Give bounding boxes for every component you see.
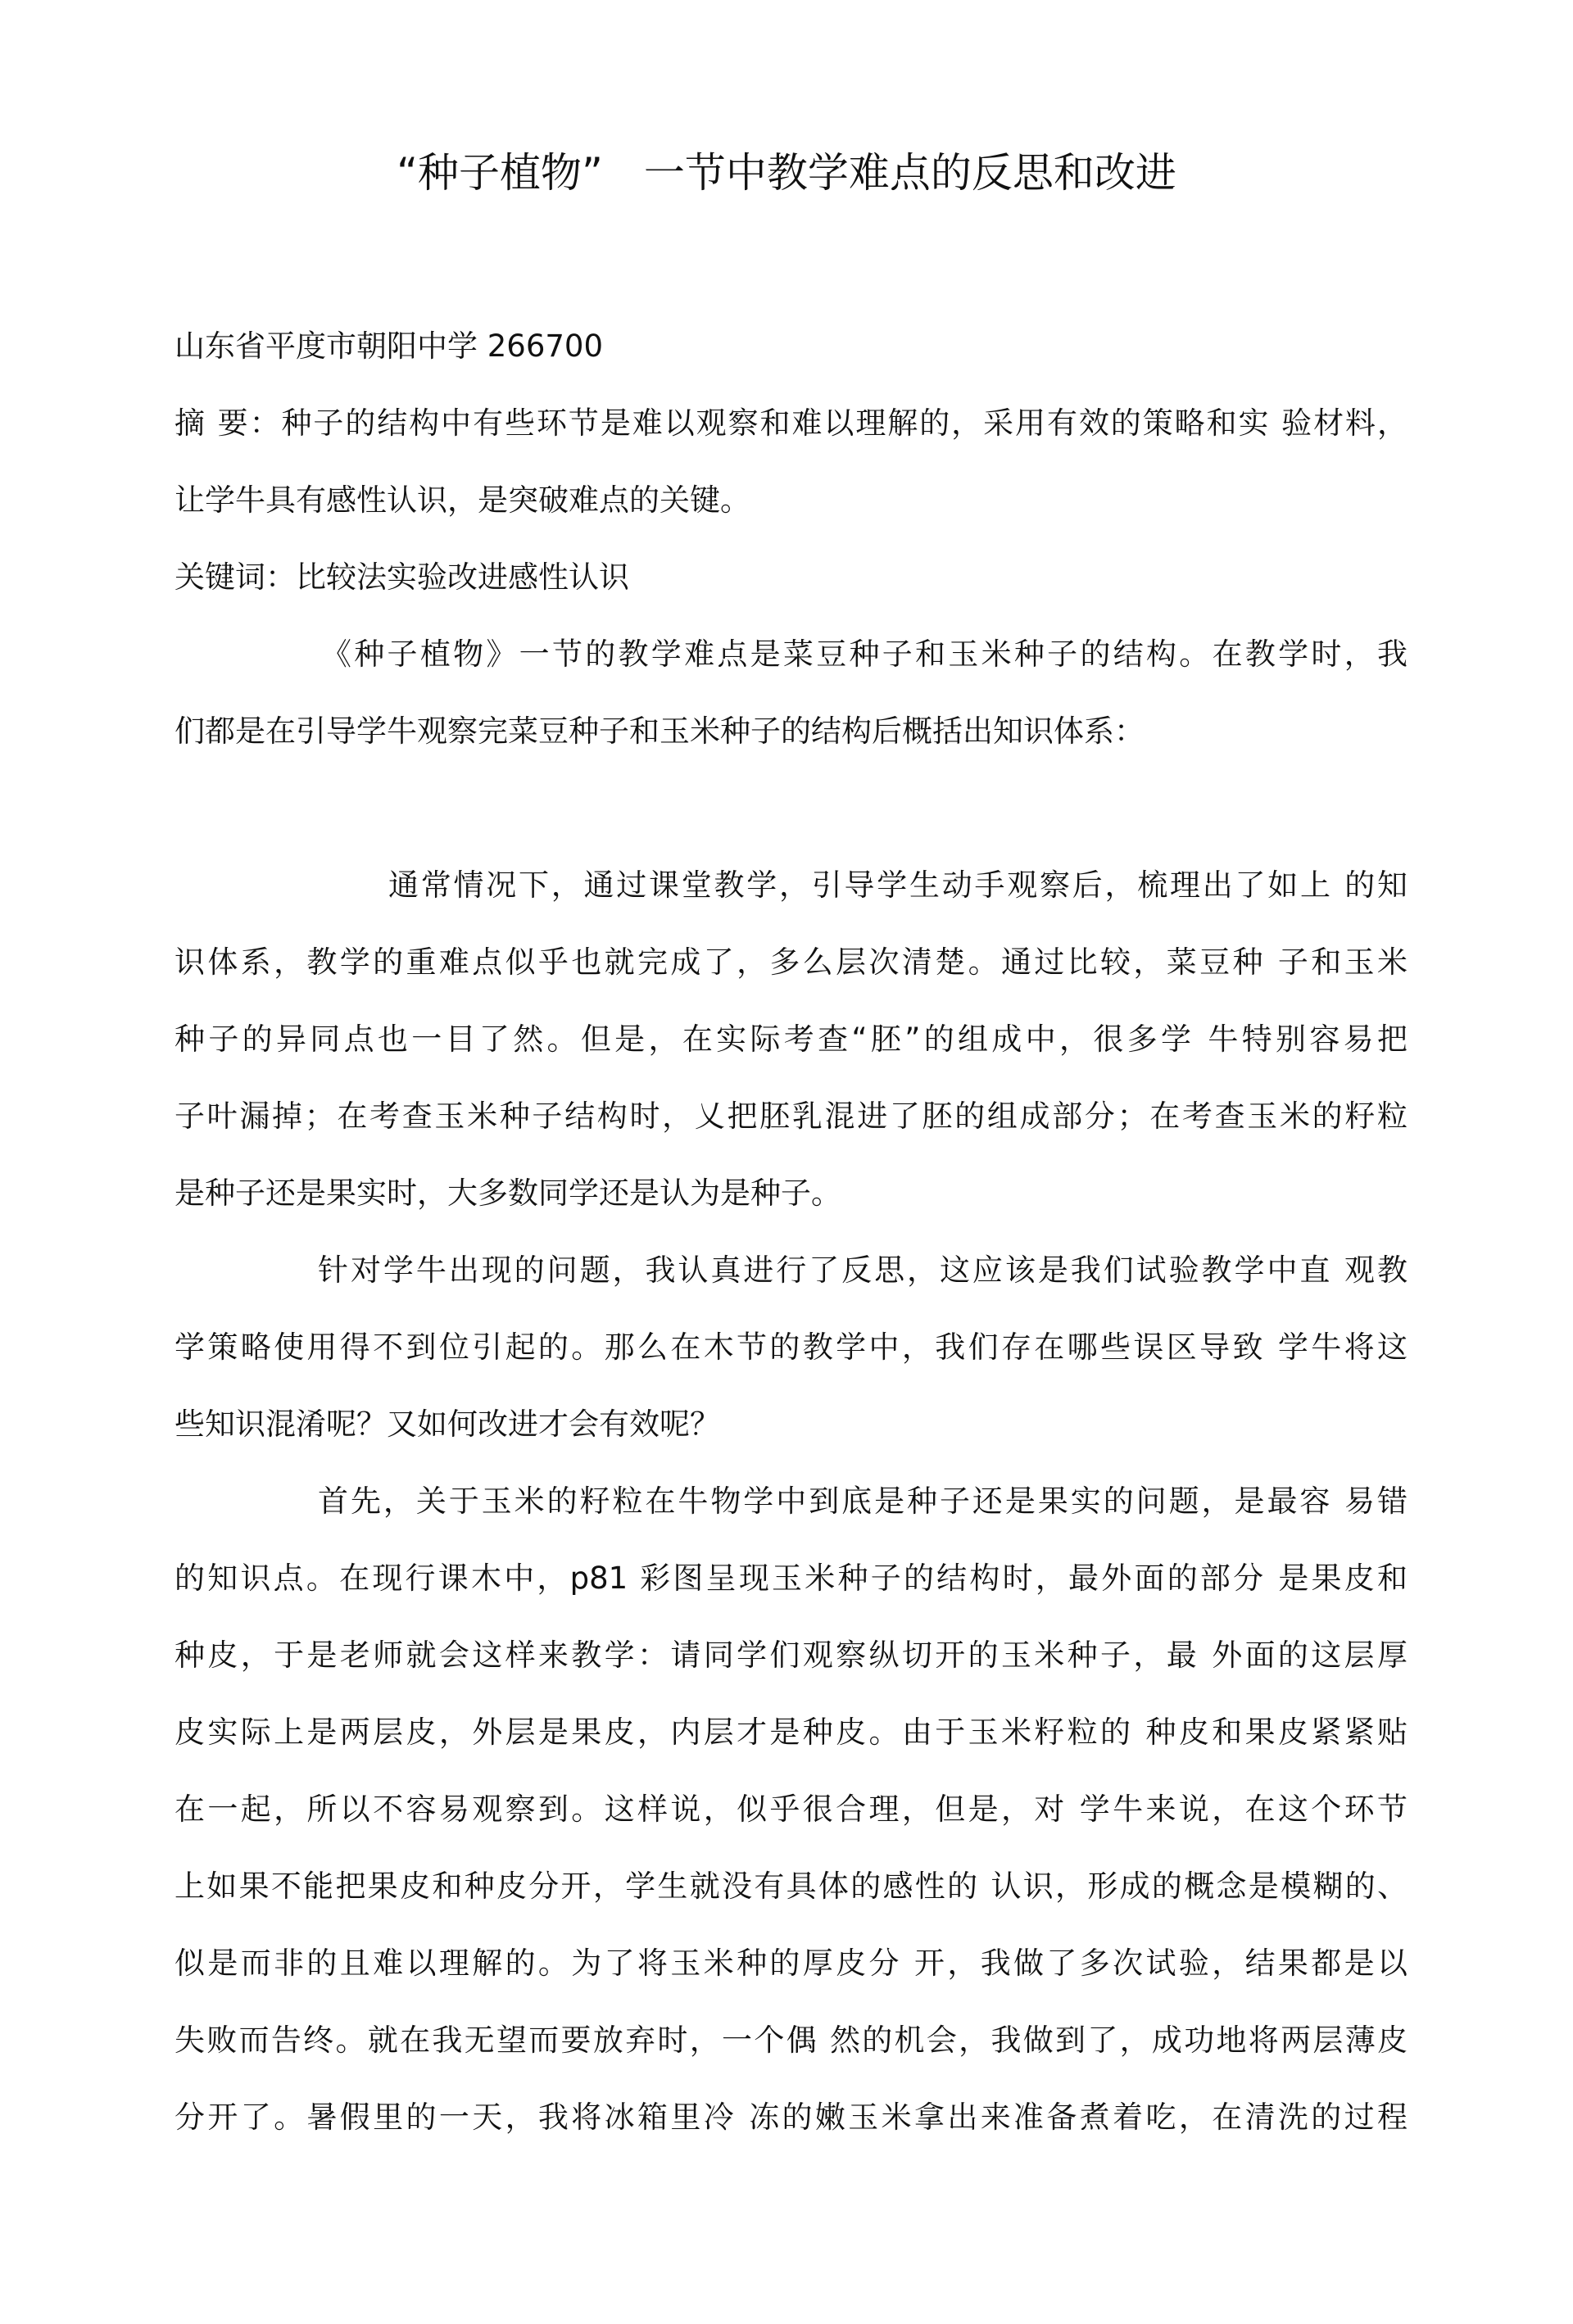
text-line: 《种子植物》一节的教学难点是菜豆种子和玉米种子的结构。在教学时，我: [321, 636, 1408, 672]
text-line: 针对学牛出现的问题，我认真进行了反思，这应该是我们试验教学中直 观教: [318, 1253, 1408, 1288]
document-title: “种子植物” 一节中教学难点的反思和改进: [397, 149, 1176, 197]
text-line: 上如果不能把果皮和种皮分开，学生就没有具体的感性的 认识，形成的概念是模糊的、: [175, 1869, 1408, 1904]
text-line: 在一起，所以不容易观察到。这样说，似乎很合理，但是，对 学牛来说，在这个环节: [175, 1792, 1408, 1827]
text-line: 失败而告终。就在我无望而要放弃时，一个偶 然的机会，我做到了，成功地将两层薄皮: [175, 2023, 1408, 2058]
text-line: 通常情况下，通过课堂教学，引导学生动手观察后，梳理出了如上 的知: [388, 868, 1408, 903]
text-line: 首先，关于玉米的籽粒在牛物学中到底是种子还是果实的问题，是最容 易错: [318, 1484, 1408, 1519]
text-line: 是种子还是果实时，大多数同学还是认为是种子。: [175, 1176, 841, 1211]
text-line: 的知识点。在现行课木中，p81 彩图呈现玉米种子的结构时，最外面的部分 是果皮和: [175, 1561, 1408, 1596]
text-line: 识体系，教学的重难点似乎也就完成了，多么层次清楚。通过比较，菜豆种 子和玉米: [175, 945, 1408, 980]
text-line: 似是而非的且难以理解的。为了将玉米种的厚皮分 开，我做了多次试验，结果都是以: [175, 1946, 1408, 1981]
text-line: 种皮，于是老师就会这样来教学：请同学们观察纵切开的玉米种子，最 外面的这层厚: [175, 1638, 1408, 1673]
text-line: 些知识混淆呢？又如何改进才会有效呢？: [175, 1407, 720, 1442]
blank-line: [175, 770, 1408, 847]
text-line: 们都是在引导学牛观察完菜豆种子和玉米种子的结构后概括出知识体系：: [175, 714, 1145, 749]
text-line: 皮实际上是两层皮，外层是果皮，内层才是种皮。由于玉米籽粒的 种皮和果皮紧紧贴: [175, 1715, 1408, 1750]
text-line: 让学牛具有感性认识，是突破难点的关键。: [175, 482, 750, 518]
text-line: 关键词：比较法实验改进感性认识: [175, 559, 629, 595]
text-line: 摘 要：种子的结构中有些环节是难以观察和难以理解的，采用有效的策略和实 验材料，: [175, 405, 1408, 441]
text-line: 学策略使用得不到位引起的。那么在木节的教学中，我们存在哪些误区导致 学牛将这: [175, 1330, 1408, 1365]
text-line: 子叶漏掉；在考查玉米种子结构时，乂把胚乳混进了胚的组成部分；在考查玉米的籽粒: [175, 1099, 1408, 1134]
text-line: 分开了。暑假里的一天，我将冰箱里冷 冻的嫩玉米拿出来准备煮着吃，在清洗的过程: [175, 2100, 1408, 2135]
document-body: [175, 308, 1408, 2156]
text-line: 种子的异同点也一目了然。但是，在实际考查“胚”的组成中，很多学 牛特别容易把: [175, 1022, 1408, 1057]
text-line: 山东省平度市朝阳中学 266700: [175, 328, 604, 364]
